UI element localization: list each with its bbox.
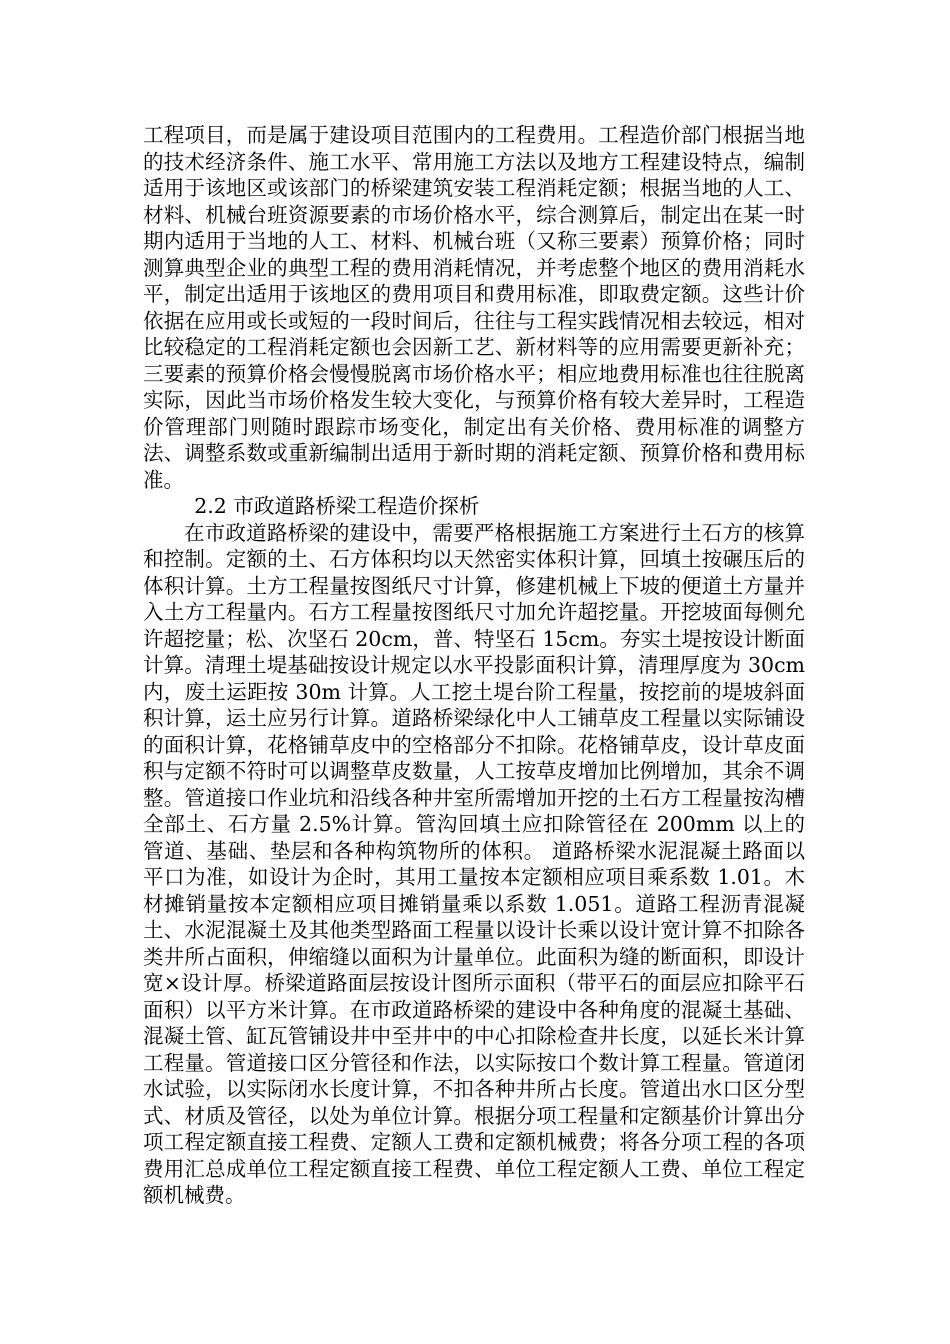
paragraph-continuation: 工程项目，而是属于建设项目范围内的工程费用。工程造价部门根据当地的技术经济条件、施工水平、常用施工方法以及地方工程建设特点，编制适用于该地区或该部门的桥梁建筑安装工程消耗定额；根据当地的人工、材料、机械台班资源要素的市场价格水平，综合测算后，制定出在某一时期内适用于当地的人工、材料、机械台班（又称三要素）预算价格；同时测算典型企业的典型工程的费用消耗情况，并考虑整个地区的费用消耗水平，制定出适用于该地区的费用项目和费用标准，即取费定额。这些计价依据在应用或长或短的一段时间后，往往与工程实践情况相去较远，相对比较稳定的工程消耗定额也会因新工艺、新材料等的应用需要更新补充；三要素的预算价格会慢慢脱离市场价格水平；相应地费用标准也往往脱离实际，因此当市场价格发生较大变化，与预算价格有较大差异时，工程造价管理部门则随时跟踪市场变化，制定出有关价格、费用标准的调整方法、调整系数或重新编制出适用于新时期的消耗定额、预算价格和费用标准。 — [143, 123, 805, 492]
paragraph-body: 在市政道路桥梁的建设中，需要严格根据施工方案进行土石方的核算和控制。定额的土、石方体积均以天然密实体积计算，回填土按碾压后的体积计算。土方工程量按图纸尺寸计算，修建机械上下坡的便道土方量并入土方工程量内。石方工程量按图纸尺寸加允许超挖量。开挖坡面每侧允许超挖量；松、次坚石 20cm，普、特坚石 15cm。夯实土堤按设计断面计算。清理土堤基础按设计规定以水平投影面积计算，清理厚度为 30cm 内，废土运距按 30m 计算。人工挖土堤台阶工程量，按挖前的堤坡斜面积计算，运土应另行计算。道路桥梁绿化中人工铺草皮工程量以实际铺设的面积计算，花格铺草皮中的空格部分不扣除。花格铺草皮，设计草皮面积与定额不符时可以调整草皮数量，人工按草皮增加比例增加，其余不调整。管道接口作业坑和沿线各种井室所需增加开挖的土石方工程量按沟槽全部土、石方量 2.5%计算。管沟回填土应扣除管径在 200mm 以上的管道、基础、垫层和各种构筑物所的体积。 道路桥梁水泥混凝土路面以平口为准，如设计为企时，其用工量按本定额相应项目乘系数 1.01。木材摊销量按本定额相应项目摊销量乘以系数 1.051。道路工程沥青混凝土、水泥混凝土及其他类型路面工程量以设计长乘以设计宽计算不扣除各类井所占面积，伸缩缝以面积为计量单位。此面积为缝的断面积，即设计宽×设计厚。桥梁道路面层按设计图所示面积（带平石的面层应扣除平石面积）以平方米计算。在市政道路桥梁的建设中各种角度的混凝土基础、混凝土管、缸瓦管铺设井中至井中的中心扣除检查井长度，以延长米计算工程量。管道接口区分管径和作法，以实际按口个数计算工程量。管道闭水试验，以实际闭水长度计算，不扣各种井所占长度。管道出水口区分型式、材质及管径，以处为单位计算。根据分项工程量和定额基价计算出分项工程定额直接工程费、定额人工费和定额机械费；将各分项工程的各项费用汇总成单位工程定额直接工程费、单位工程定额人工费、单位工程定额机械费。 — [143, 520, 805, 1207]
section-heading: 2.2 市政道路桥梁工程造价探析 — [194, 494, 480, 518]
document-body — [143, 122, 805, 1209]
